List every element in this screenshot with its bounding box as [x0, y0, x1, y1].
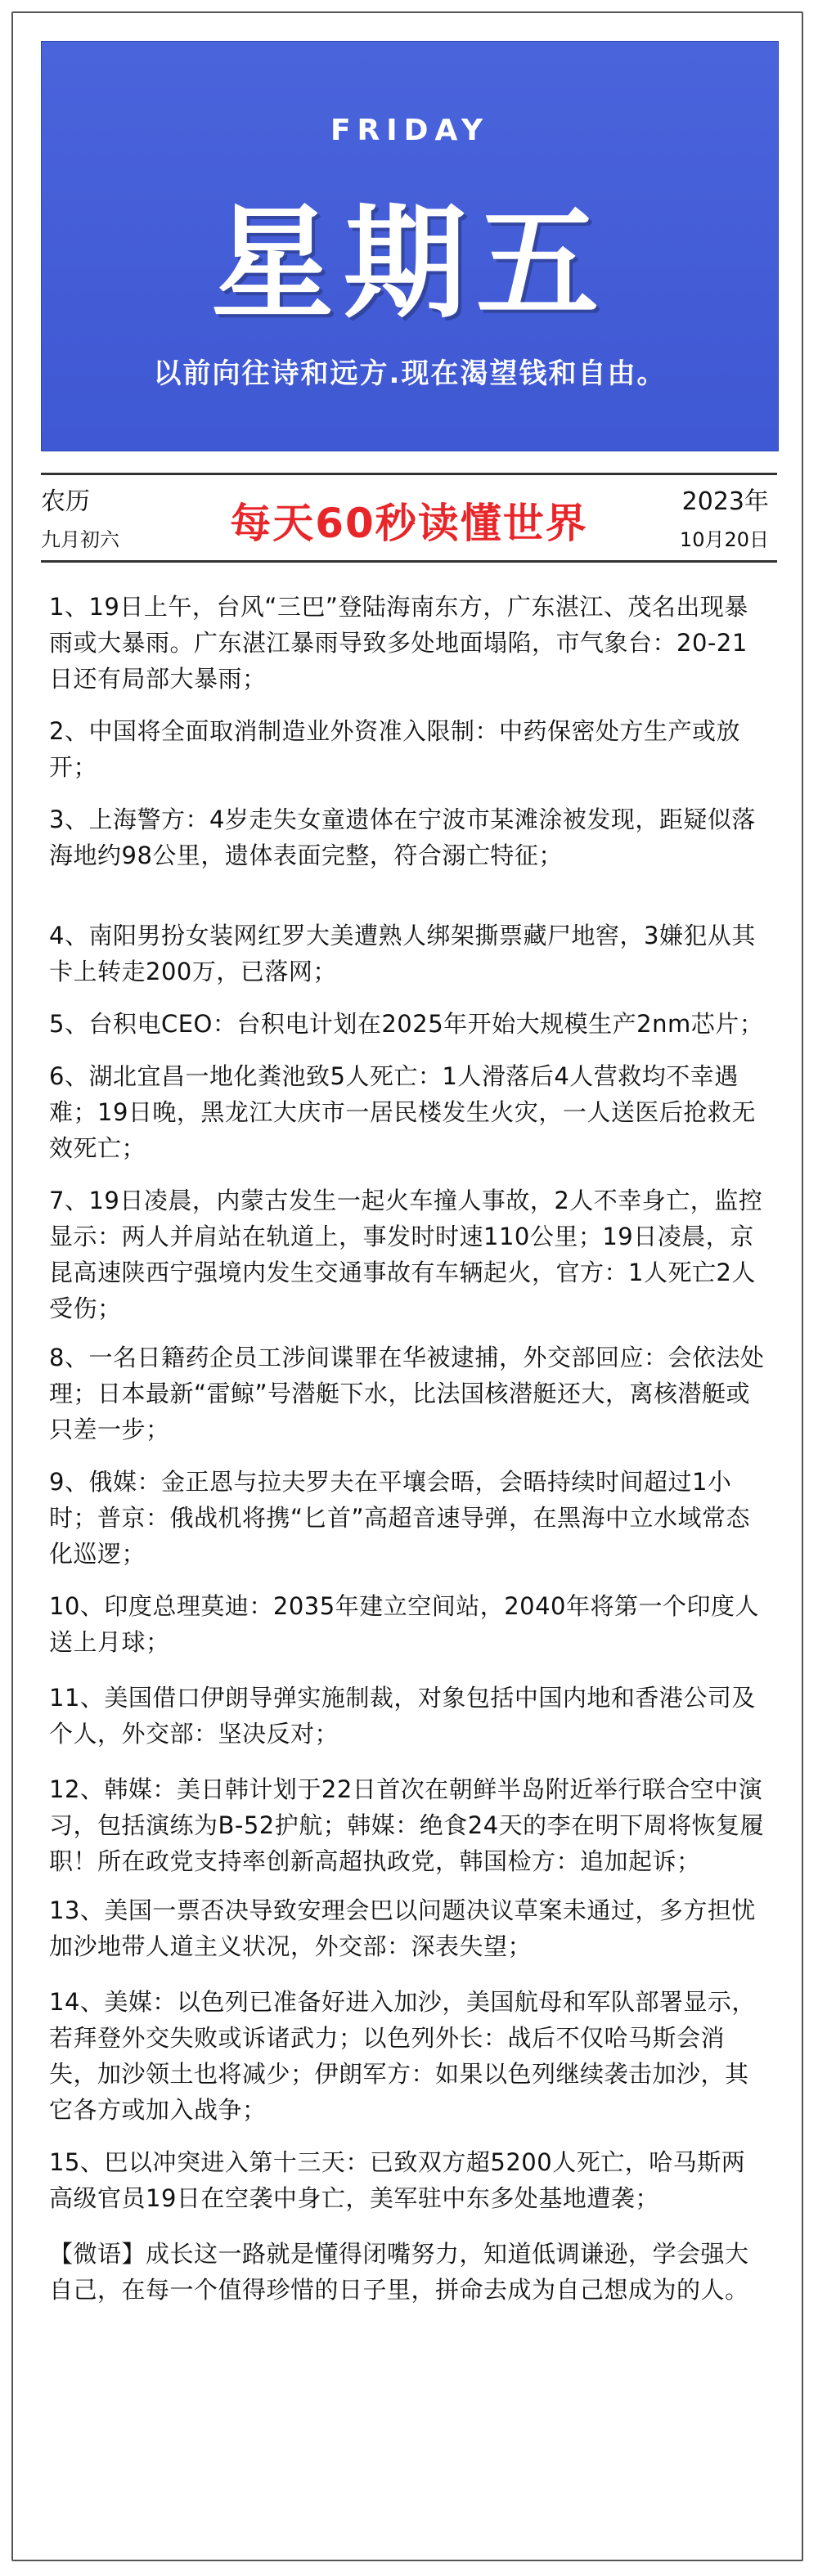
weiyu-quote: 【微语】成长这一路就是懂得闭嘴努力，知道低调谦逊，学会强大自己，在每一个值得珍惜的日子里，拼命去成为自己想成为的人。	[49, 2240, 749, 2304]
lunar-date: 九月初六	[41, 528, 119, 551]
weekday-english: FRIDAY	[330, 114, 490, 147]
hero-banner	[41, 41, 779, 451]
news-item-11: 11、美国借口伊朗导弹实施制裁，对象包括中国内地和香港公司及个人，外交部：坚决反对；	[49, 1684, 756, 1748]
news-item-13: 13、美国一票否决导致安理会巴以问题决议草案未通过，多方担忧加沙地带人道主义状况，外交部：深表失望；	[49, 1896, 756, 1960]
news-item-15: 15、巴以冲突进入第十三天：已致双方超5200人死亡，哈马斯两高级官员19日在空袭中身亡，美军驻中东多处基地遭袭；	[49, 2148, 746, 2212]
lunar-label: 农历	[41, 487, 90, 516]
weekday-chinese: 星期五	[210, 193, 609, 335]
news-item-4: 4、南阳男扮女装网红罗大美遭熟人绑架撕票藏尸地窖，3嫌犯从其卡上转走200万，已落网；	[49, 922, 756, 985]
page-title: 每天60秒读懂世界	[230, 500, 588, 547]
year-label: 2023年	[681, 487, 769, 516]
news-item-6: 6、湖北宜昌一地化粪池致5人死亡：1人滑落后4人营救均不幸遇难；19日晚，黑龙江大庆市一居民楼发生火灾，一人送医后抢救无效死亡；	[49, 1062, 756, 1162]
news-item-2: 2、中国将全面取消制造业外资准入限制：中药保密处方生产或放开；	[49, 717, 740, 781]
news-item-5: 5、台积电CEO：台积电计划在2025年开始大规模生产2nm芯片；	[49, 1010, 764, 1038]
news-item-3: 3、上海警方：4岁走失女童遗体在宁波市某滩涂被发现，距疑似落海地约98公里，遗体表面完整，符合溺亡特征；	[49, 806, 756, 869]
news-item-12: 12、韩媒：美日韩计划于22日首次在朝鲜半岛附近举行联合空中演习，包括演练为B-52护航；韩媒：绝食24天的李在明下周将恢复履职！所在政党支持率创新高超执政党，韩国检方：追加起诉；	[49, 1775, 765, 1875]
news-item-9: 9、俄媒：金正恩与拉夫罗夫在平壤会晤，会晤持续时间超过1小时；普京：俄战机将携“匕首”高超音速导弹，在黑海中立水域常态化巡逻；	[49, 1468, 751, 1568]
divider-bottom	[41, 560, 777, 563]
motto-text: 以前向往诗和远方.现在渴望钱和自由。	[153, 357, 667, 390]
news-list	[49, 589, 769, 2308]
news-item-14: 14、美媒：以色列已准备好进入加沙，美国航母和军队部署显示，若拜登外交失败或诉诸武力；以色列外长：战后不仅哈马斯会消失，加沙领土也将减少；伊朗军方：如果以色列继续袭击加沙，其它各方或加入战争；	[49, 1988, 756, 2124]
month-day-label: 10月20日	[679, 528, 769, 551]
divider-top	[41, 473, 777, 475]
news-item-8: 8、一名日籍药企员工涉间谍罪在华被逮捕，外交部回应：会依法处理；日本最新“雷鲸”号潜艇下水，比法国核潜艇还大，离核潜艇或只差一步；	[49, 1344, 765, 1443]
news-item-7: 7、19日凌晨，内蒙古发生一起火车撞人事故，2人不幸身亡，监控显示：两人并肩站在轨道上，事发时时速110公里；19日凌晨，京昆高速陕西宁强境内发生交通事故有车辆起火，官方：1人死亡2人受伤；	[49, 1187, 763, 1322]
news-item-1: 1、19日上午，台风“三巴”登陆海南东方，广东湛江、茂名出现暴雨或大暴雨。广东湛江暴雨导致多处地面塌陷，市气象台：20-21日还有局部大暴雨；	[49, 593, 748, 693]
news-item-10: 10、印度总理莫迪：2035年建立空间站，2040年将第一个印度人送上月球；	[49, 1592, 760, 1656]
dateline	[41, 473, 777, 563]
